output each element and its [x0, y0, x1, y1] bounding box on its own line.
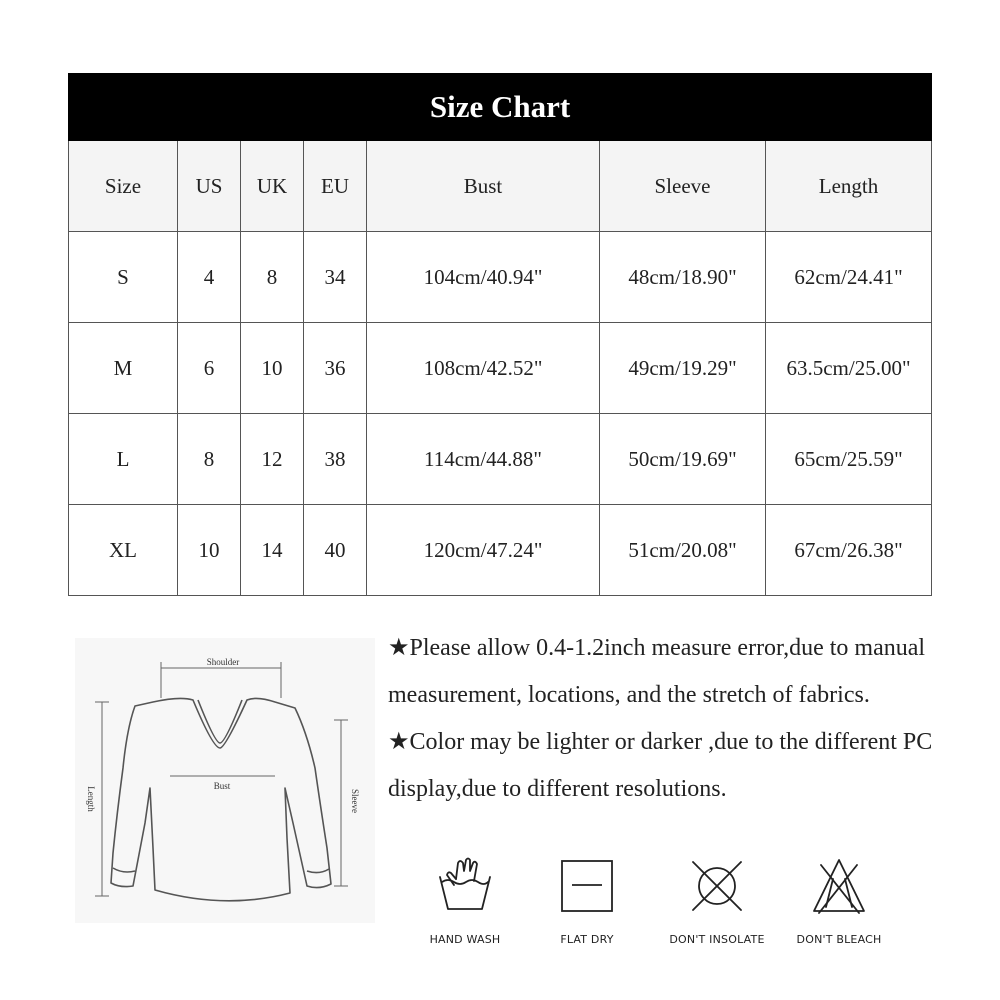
header-eu: EU — [304, 141, 367, 232]
size-chart-header-row — [69, 141, 932, 232]
cell-uk: 14 — [241, 505, 304, 596]
size-chart-title: Size Chart — [69, 74, 932, 141]
cell-bust: 104cm/40.94" — [367, 232, 600, 323]
cell-us: 6 — [178, 323, 241, 414]
hand-wash-label: HAND WASH — [429, 933, 501, 946]
header-length: Length — [766, 141, 932, 232]
sleeve-label: Sleeve — [350, 789, 360, 813]
cell-sleeve: 48cm/18.90" — [600, 232, 766, 323]
cell-eu: 40 — [304, 505, 367, 596]
note-color: ★Color may be lighter or darker ,due to the different PC display,due to different resolutions. — [388, 729, 933, 802]
notes-block — [388, 625, 948, 813]
cell-sleeve: 50cm/19.69" — [600, 414, 766, 505]
care-item-hand-wash — [400, 855, 530, 946]
length-label: Length — [86, 786, 96, 812]
size-chart-table — [68, 73, 932, 596]
cell-us: 8 — [178, 414, 241, 505]
cell-size: XL — [69, 505, 178, 596]
flat-dry-label: FLAT DRY — [560, 933, 614, 946]
cell-size: L — [69, 414, 178, 505]
care-item-dont-insolate — [652, 855, 782, 946]
cell-uk: 10 — [241, 323, 304, 414]
dont-insolate-icon — [682, 855, 752, 917]
dont-bleach-icon — [804, 855, 874, 917]
cell-uk: 8 — [241, 232, 304, 323]
cell-length: 65cm/25.59" — [766, 414, 932, 505]
cell-bust: 108cm/42.52" — [367, 323, 600, 414]
cell-eu: 38 — [304, 414, 367, 505]
cell-eu: 36 — [304, 323, 367, 414]
cell-sleeve: 49cm/19.29" — [600, 323, 766, 414]
note-measure-error: ★Please allow 0.4-1.2inch measure error,due to manual measurement, locations, and the stretch of fabrics. — [388, 635, 926, 708]
table-row — [69, 414, 932, 505]
cell-length: 62cm/24.41" — [766, 232, 932, 323]
header-sleeve: Sleeve — [600, 141, 766, 232]
cell-us: 10 — [178, 505, 241, 596]
cell-bust: 120cm/47.24" — [367, 505, 600, 596]
dont-bleach-label: DON'T BLEACH — [796, 933, 882, 946]
flat-dry-icon — [552, 855, 622, 917]
care-item-dont-bleach — [774, 855, 904, 946]
cell-eu: 34 — [304, 232, 367, 323]
table-row — [69, 323, 932, 414]
hand-wash-icon — [430, 855, 500, 917]
shoulder-label: Shoulder — [206, 657, 240, 667]
header-us: US — [178, 141, 241, 232]
table-row — [69, 505, 932, 596]
cell-us: 4 — [178, 232, 241, 323]
table-row — [69, 232, 932, 323]
header-uk: UK — [241, 141, 304, 232]
cell-size: M — [69, 323, 178, 414]
cell-length: 67cm/26.38" — [766, 505, 932, 596]
header-size: Size — [69, 141, 178, 232]
cell-bust: 114cm/44.88" — [367, 414, 600, 505]
care-item-flat-dry — [522, 855, 652, 946]
size-chart-title-row — [69, 74, 932, 141]
cell-size: S — [69, 232, 178, 323]
cell-sleeve: 51cm/20.08" — [600, 505, 766, 596]
header-bust: Bust — [367, 141, 600, 232]
cell-length: 63.5cm/25.00" — [766, 323, 932, 414]
garment-measurement-diagram — [75, 638, 375, 923]
bust-label: Bust — [213, 781, 231, 791]
cell-uk: 12 — [241, 414, 304, 505]
care-instructions — [400, 855, 920, 955]
dont-insolate-label: DON'T INSOLATE — [669, 933, 765, 946]
